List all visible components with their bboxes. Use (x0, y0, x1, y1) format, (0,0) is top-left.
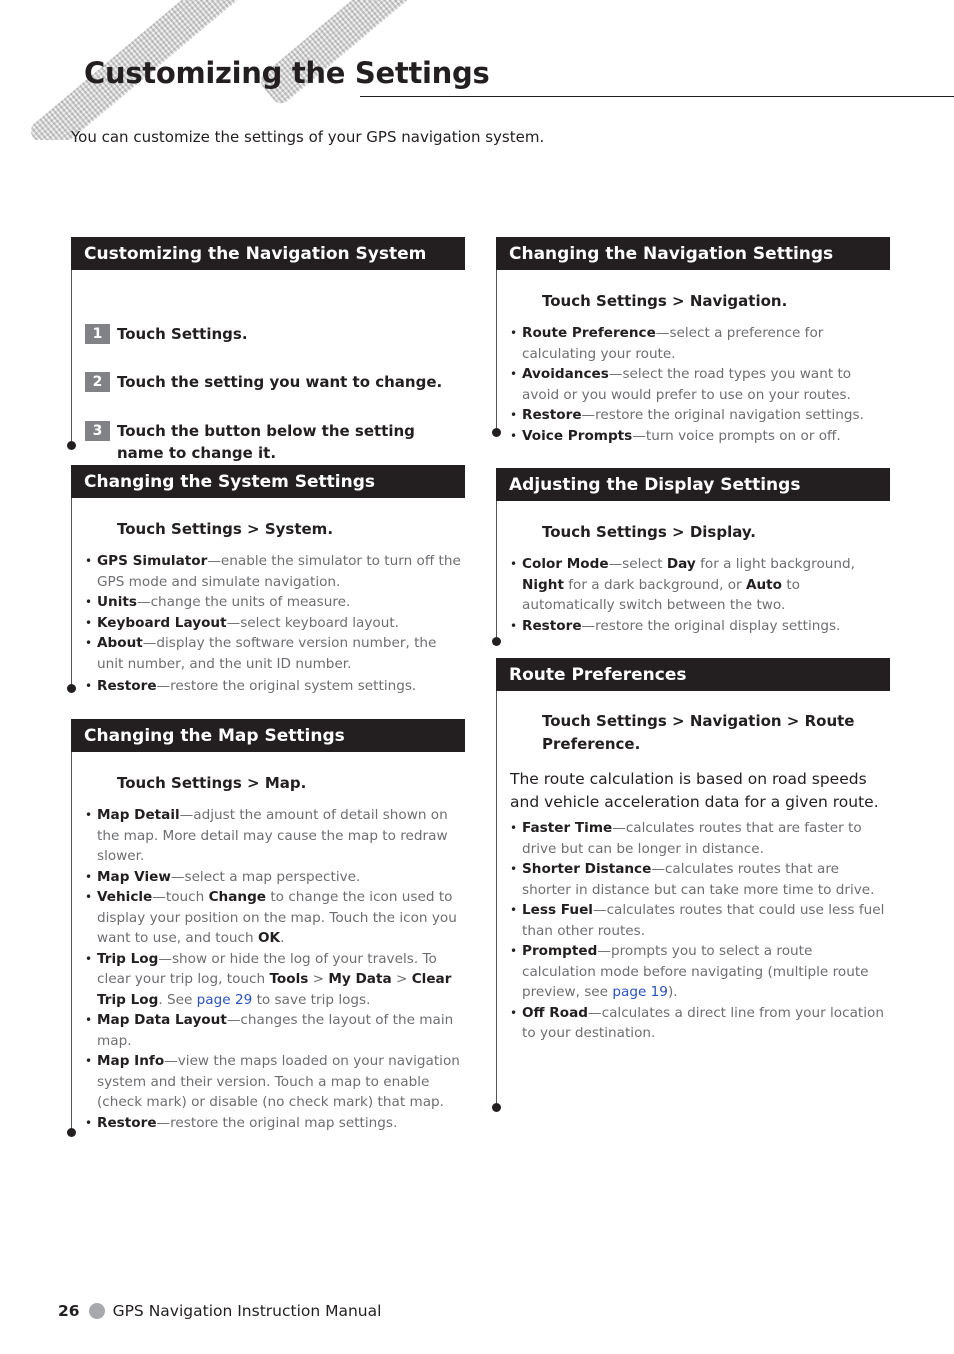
list-item: • Restore—restore the original map settings. (97, 1113, 465, 1134)
section-heading: Changing the Map Settings (71, 719, 465, 752)
title-rule (360, 96, 954, 97)
command-instruction: Touch Settings > Map. (117, 774, 307, 792)
command-instruction: Touch Settings > System. (117, 520, 334, 538)
section-system-settings (71, 465, 465, 694)
section-end-dot (492, 637, 501, 646)
section-end-dot (492, 428, 501, 437)
list-item: • Color Mode—select Day for a light background, Night for a dark background, or Auto to automatically switch between the two. (522, 554, 890, 616)
step-text: Touch the setting you want to change. (117, 373, 443, 391)
settings-list (72, 805, 465, 1133)
section-navigation-settings (496, 237, 890, 444)
footer-circle-icon (89, 1303, 105, 1319)
command-instruction: Touch Settings > Navigation. (542, 292, 788, 310)
step-3 (72, 420, 462, 464)
step-number: 3 (85, 421, 110, 441)
settings-list (497, 818, 890, 1044)
page-number: 26 (58, 1302, 80, 1320)
list-item: • Restore—restore the original display settings. (522, 616, 890, 637)
list-item: • Map View—select a map perspective. (97, 867, 465, 888)
section-nav-system (71, 237, 465, 462)
list-item: • Restore—restore the original system settings. (97, 676, 465, 697)
command-instruction: Touch Settings > Navigation > Route Preference. (542, 712, 855, 753)
step-2 (72, 371, 442, 393)
manual-title: GPS Navigation Instruction Manual (112, 1302, 382, 1320)
list-item: • Faster Time—calculates routes that are faster to drive but can be longer in distance. (522, 818, 890, 859)
list-item: • GPS Simulator—enable the simulator to turn off the GPS mode and simulate navigation. (97, 551, 465, 592)
settings-list (497, 554, 890, 636)
list-item: • Prompted—prompts you to select a route calculation mode before navigating (multiple route preview, see page 19). (522, 941, 890, 1003)
list-item: • Restore—restore the original navigation settings. (522, 405, 890, 426)
section-end-dot (67, 441, 76, 450)
section-heading: Changing the Navigation Settings (496, 237, 890, 270)
section-body (496, 501, 890, 641)
page-intro: You can customize the settings of your GPS navigation system. (71, 128, 545, 146)
list-item: • Trip Log—show or hide the log of your travels. To clear your trip log, touch Tools > My Data > Clear Trip Log. See page 29 to save trip logs. (97, 949, 465, 1011)
page-footer (58, 1302, 381, 1320)
list-item: • Map Detail—adjust the amount of detail shown on the map. More detail may cause the map to redraw slower. (97, 805, 465, 867)
step-text: Touch Settings. (117, 325, 248, 343)
section-body (496, 270, 890, 444)
list-item: • Less Fuel—calculates routes that could use less fuel than other routes. (522, 900, 890, 941)
list-item: • Voice Prompts—turn voice prompts on or off. (522, 426, 890, 447)
list-item: • Keyboard Layout—select keyboard layout. (97, 613, 465, 634)
section-body (71, 752, 465, 1132)
settings-list (72, 551, 465, 697)
section-end-dot (67, 684, 76, 693)
command-instruction: Touch Settings > Display. (542, 523, 756, 541)
settings-list (497, 323, 890, 446)
route-intro: The route calculation is based on road speeds and vehicle acceleration data for a given route. (510, 770, 879, 811)
list-item: • Units—change the units of measure. (97, 592, 465, 613)
list-item: • Vehicle—touch Change to change the icon used to display your position on the map. Touch the icon you want to use, and touch OK. (97, 887, 465, 949)
section-heading: Customizing the Navigation System (71, 237, 465, 270)
list-item: • About—display the software version number, the unit number, and the unit ID number. (97, 633, 465, 674)
section-heading: Adjusting the Display Settings (496, 468, 890, 501)
section-heading: Route Preferences (496, 658, 890, 691)
list-item: • Shorter Distance—calculates routes that are shorter in distance but can take more time to drive. (522, 859, 890, 900)
step-text: Touch the button below the setting name to change it. (117, 422, 415, 462)
section-end-dot (492, 1103, 501, 1112)
list-item: • Avoidances—select the road types you want to avoid or you would prefer to use on your routes. (522, 364, 890, 405)
section-body (71, 270, 465, 462)
page-title: Customizing the Settings (84, 56, 490, 90)
step-1 (72, 323, 248, 345)
section-body (71, 498, 465, 694)
page-29-link[interactable]: page 29 (196, 991, 253, 1008)
section-map-settings (71, 719, 465, 1132)
section-route-preferences (496, 658, 890, 1107)
section-heading: Changing the System Settings (71, 465, 465, 498)
list-item: • Route Preference—select a preference for calculating your route. (522, 323, 890, 364)
section-body (496, 691, 890, 1107)
list-item: • Off Road—calculates a direct line from your location to your destination. (522, 1003, 890, 1044)
list-item: • Map Data Layout—changes the layout of the main map. (97, 1010, 465, 1051)
list-item: • Map Info—view the maps loaded on your navigation system and their version. Touch a map to enable (check mark) or disable (no check mark) that map. (97, 1051, 465, 1113)
step-number: 2 (85, 372, 110, 392)
page-19-link[interactable]: page 19 (612, 984, 668, 1000)
section-display-settings (496, 468, 890, 641)
section-end-dot (67, 1128, 76, 1137)
step-number: 1 (85, 324, 110, 344)
